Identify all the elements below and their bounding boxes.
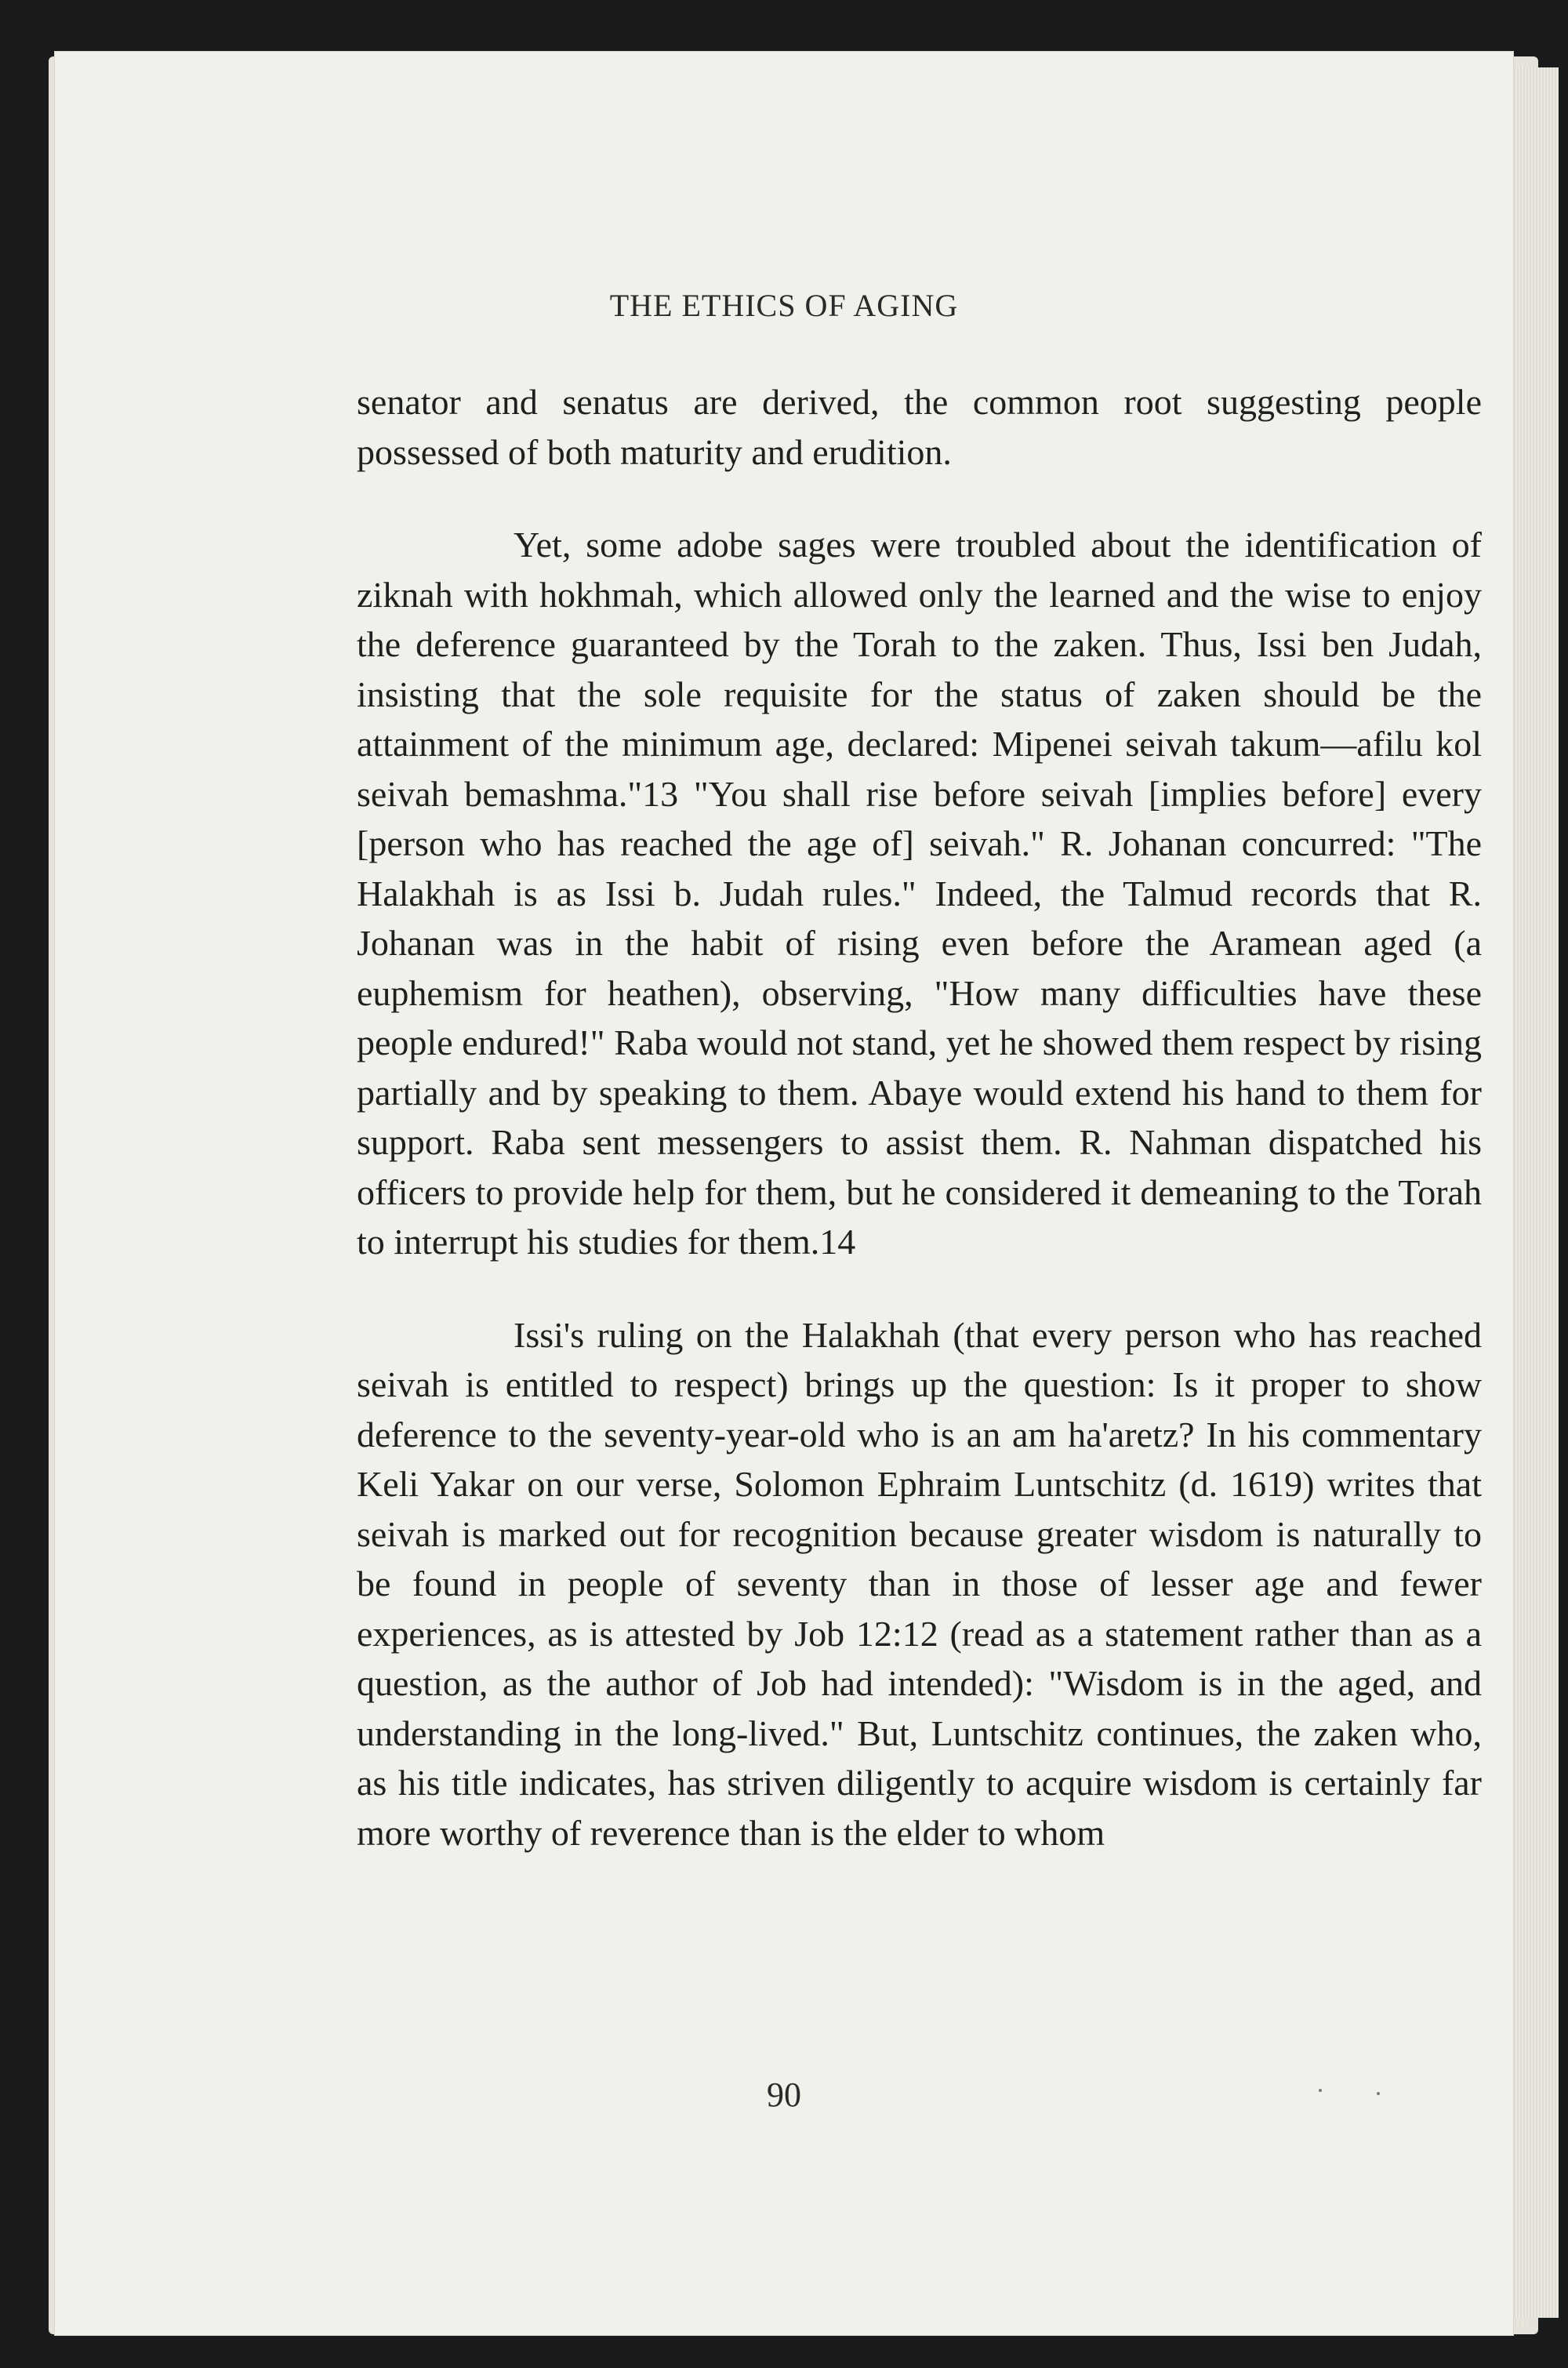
page-speck	[1319, 2089, 1322, 2092]
book-fore-edge	[1513, 67, 1559, 2318]
paragraph-gap	[357, 1267, 1482, 1310]
paragraph-1: senator and senatus are derived, the common root suggesting people possessed of both maturity and erudition.	[357, 382, 1482, 472]
running-head: THE ETHICS OF AGING	[609, 288, 959, 323]
paragraph-gap	[357, 477, 1482, 520]
body-text	[357, 377, 1482, 1858]
page-speck	[1377, 2092, 1380, 2095]
paragraph-3: Issi's ruling on the Halakhah (that every person who has reached seivah is entitled to respect) brings up the question: Is it proper to show deference to the seventy-year-old who is an am ha'aretz? In his commentary Keli Yakar on our verse, Solomon Ephraim Luntschitz (d. 1619) writes that seivah is marked out for recognition because greater wisdom is naturally to be found in people of seventy than in those of lesser age and fewer experiences, as is attested by Job 12:12 (read as a statement rather than as a question, as the author of Job had intended): "Wisdom is in the aged, and understanding in the long-lived." But, Luntschitz continues, the zaken who, as his title indicates, has striven diligently to acquire wisdom is certainly far more worthy of reverence than is the elder to whom	[357, 1314, 1482, 1853]
paragraph-2: Yet, some adobe sages were troubled about the identification of ziknah with hokhmah, which allowed only the learned and the wise to enjoy the deference guaranteed by the Torah to the zaken. Thus, Issi ben Judah, insisting that the sole requisite for the status of zaken should be the attainment of the minimum age, declared: Mipenei seivah takum—afilu kol seivah bemashma."13 "You shall rise before seivah [implies before] every [person who has reached the age of] seivah." R. Johanan concurred: "The Halakhah is as Issi b. Judah rules." Indeed, the Talmud records that R. Johanan was in the habit of rising even before the Aramean aged (a euphemism for heathen), observing, "How many difficulties have these people endured!" Raba would not stand, yet he showed them respect by rising partially and by speaking to them. Abaye would extend his hand to them for support. Raba sent messengers to assist them. R. Nahman dispatched his officers to provide help for them, but he considered it demeaning to the Torah to interrupt his studies for them.14	[357, 525, 1482, 1262]
book-page	[55, 52, 1513, 2335]
page-number: 90	[767, 2076, 801, 2114]
